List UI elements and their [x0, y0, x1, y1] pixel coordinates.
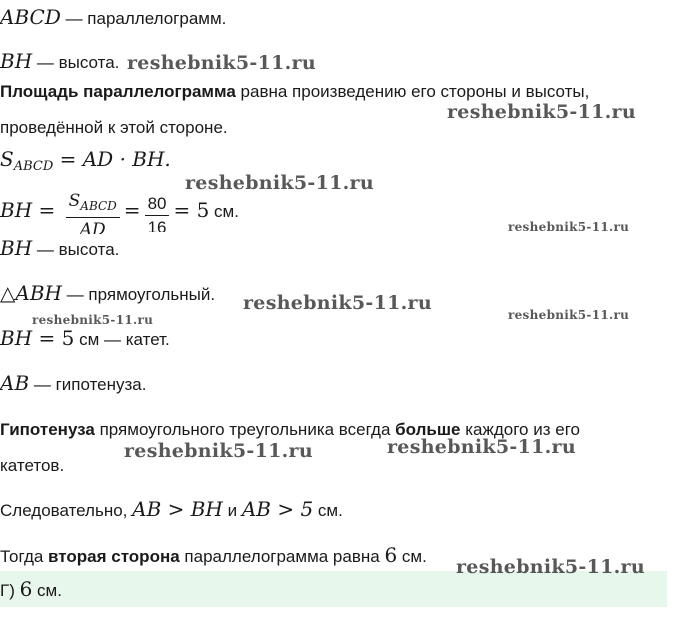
text: см.: [313, 501, 343, 520]
line-area-formula: [0, 148, 171, 178]
bold-term: Площадь параллелограмма: [0, 82, 236, 101]
line-conclusion: [0, 498, 343, 522]
watermark: reshebnik5-11.ru: [124, 440, 313, 462]
fraction-1-den: AD: [79, 220, 106, 235]
watermark: reshebnik5-11.ru: [243, 292, 432, 314]
math-eq: =: [123, 198, 141, 222]
num-sub: ABCD: [80, 199, 117, 214]
fraction-1-num: [66, 191, 120, 218]
math-bh: BH: [0, 326, 33, 350]
text: катетов.: [0, 456, 65, 475]
fraction-2-num: 80: [145, 194, 170, 216]
unit: см.: [209, 202, 239, 221]
text: — гипотенуза.: [29, 375, 147, 394]
text: и: [222, 501, 242, 520]
math-bh: BH: [0, 49, 33, 73]
answer-prefix: Г): [0, 581, 20, 600]
line-height-2: [0, 237, 119, 261]
text: равна произведению его стороны и высоты,: [235, 82, 590, 101]
line-hypotenuse: [0, 372, 146, 396]
watermark: reshebnik5-11.ru: [508, 308, 630, 322]
answer-unit: см.: [32, 581, 62, 600]
text: — параллелограмм.: [60, 9, 227, 28]
watermark: reshebnik5-11.ru: [127, 52, 316, 74]
math-abcd: ABCD: [0, 5, 61, 29]
math-eq2: = 5: [173, 198, 210, 222]
watermark: reshebnik5-11.ru: [185, 172, 374, 194]
fraction-2-den: 16: [147, 217, 167, 232]
fraction-1: [66, 191, 120, 234]
bold-term: больше: [395, 420, 461, 439]
math-rest: = AD · BH.: [53, 147, 171, 171]
fraction-2: [145, 194, 170, 232]
num-s: S: [68, 191, 81, 212]
line-area-rule-cont: [0, 117, 228, 139]
math-bh: BH: [0, 236, 33, 260]
watermark: reshebnik5-11.ru: [456, 556, 645, 578]
answer-value: 6: [19, 577, 33, 601]
line-cathetus: [0, 327, 170, 351]
watermark: reshebnik5-11.ru: [447, 101, 636, 123]
text: прямоугольного треугольника всегда: [94, 420, 396, 439]
text: Следовательно,: [0, 501, 133, 520]
math-s: S: [0, 147, 14, 171]
math-triangle-abh: △ABH: [0, 281, 62, 305]
watermark: reshebnik5-11.ru: [508, 220, 630, 234]
bold-term: вторая сторона: [48, 547, 180, 566]
text: Тогда: [0, 547, 49, 566]
math-ab-gt-bh: AB > BH: [132, 497, 223, 521]
math-ab-gt-5: AB > 5: [241, 497, 314, 521]
text: проведённой к этой стороне.: [0, 118, 228, 137]
math-ab: AB: [0, 371, 30, 395]
line-area-rule: [0, 81, 589, 103]
line-second-side: [0, 544, 427, 568]
line-triangle: [0, 282, 215, 306]
text: см.: [397, 547, 427, 566]
text: см — катет.: [74, 330, 170, 349]
line-bh-calc: [0, 188, 239, 235]
line-height: [0, 50, 119, 74]
math-eq: = 5: [32, 326, 75, 350]
line-hypotenuse-rule-cont: [0, 455, 64, 477]
text: — высота.: [32, 53, 120, 72]
text: — высота.: [32, 240, 120, 259]
math-6: 6: [384, 543, 398, 567]
bold-term: Гипотенуза: [0, 420, 95, 439]
answer-line: [0, 578, 62, 602]
text: — прямоугольный.: [61, 285, 216, 304]
line-parallelogram: [0, 6, 226, 30]
text: каждого из его: [460, 420, 580, 439]
watermark: reshebnik5-11.ru: [387, 436, 576, 458]
text: параллелограмма равна: [179, 547, 385, 566]
math-sub-abcd: ABCD: [13, 159, 54, 174]
watermark: reshebnik5-11.ru: [32, 313, 154, 327]
math-lhs: BH =: [0, 198, 62, 222]
